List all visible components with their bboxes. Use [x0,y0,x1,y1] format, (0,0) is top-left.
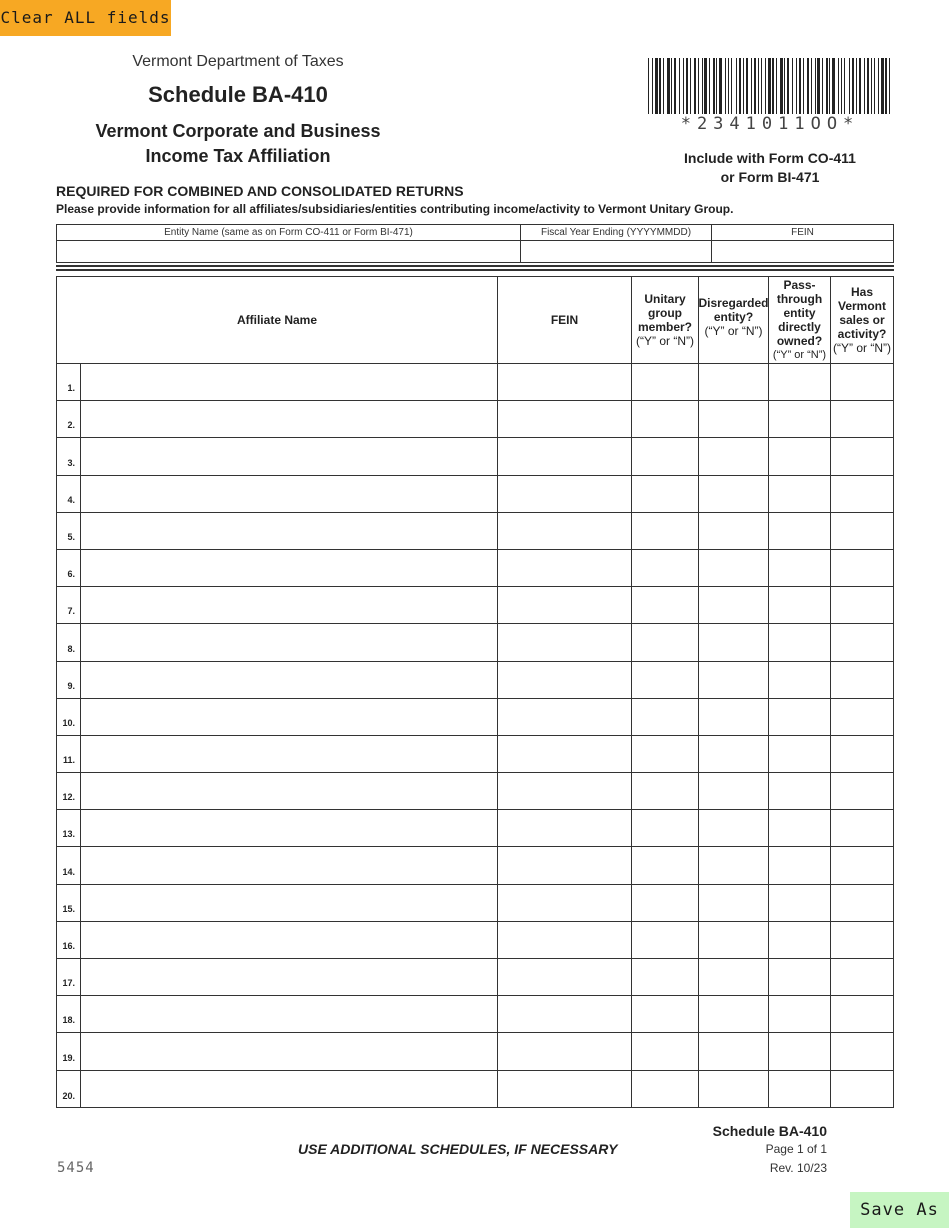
barcode-bar [663,58,664,114]
barcode-bar [826,58,828,114]
vermont-activity-field[interactable] [831,587,893,623]
footer-page: Page 1 of 1 [765,1142,827,1156]
affiliate-fein-field[interactable] [498,996,632,1032]
footer-schedule: Schedule BA-410 [712,1123,827,1139]
disregarded-entity-field[interactable] [699,847,769,883]
unitary-line: Unitary [644,292,686,306]
barcode-bar [751,58,752,114]
table-row [57,885,893,922]
barcode-bar [655,58,658,114]
barcode-bar [856,58,857,114]
barcode-bar [761,58,762,114]
barcode-bar [792,58,793,114]
table-row [57,662,893,699]
barcode-bar [683,58,684,114]
table-row [57,1071,893,1108]
row-number: 11. [57,736,81,772]
disregarded-entity-field[interactable] [699,401,769,437]
disregarded-entity-field[interactable] [699,513,769,549]
row-number: 9. [57,662,81,698]
disregarded-line: entity? [713,310,754,324]
pass-through-field[interactable] [769,847,831,883]
barcode-bar [728,58,729,114]
disregarded-line: Disregarded [698,296,769,310]
barcode-bar [716,58,717,114]
pass-through-field[interactable] [769,996,831,1032]
unitary-member-field[interactable] [632,699,699,735]
affiliate-fein-field[interactable] [498,922,632,958]
disregarded-entity-field[interactable] [699,1071,769,1108]
fiscal-year-label: Fiscal Year Ending (YYYYMMDD) [521,225,711,241]
barcode-bar [758,58,759,114]
pass-through-field[interactable] [769,959,831,995]
affiliate-fein-field[interactable] [498,1071,632,1108]
form-title-line-1: Vermont Corporate and Business [95,121,381,141]
form-code: 5454 [57,1160,95,1176]
vermont-line: Has [850,285,873,299]
required-heading: REQUIRED FOR COMBINED AND CONSOLIDATED RETURNS [56,183,464,199]
affiliate-fein-field[interactable] [498,773,632,809]
save-as-button[interactable]: Save As [850,1192,949,1228]
pass-through-field[interactable] [769,438,831,474]
affiliate-fein-field[interactable] [498,1033,632,1069]
row-number: 19. [57,1033,81,1069]
entity-fein-cell [712,225,893,262]
pass-through-field[interactable] [769,587,831,623]
affiliate-name-field[interactable] [81,587,498,623]
vermont-activity-field[interactable] [831,996,893,1032]
unitary-member-field[interactable] [632,996,699,1032]
yn-hint: (“Y” or “N”) [772,349,827,361]
instructions-text: Please provide information for all affiliates/subsidiaries/entities contributing income/activity to Vermont Unitary Group. [56,202,734,216]
unitary-member-field[interactable] [632,662,699,698]
row-number: 17. [57,959,81,995]
include-line-2: or Form BI-471 [720,169,820,185]
barcode-bar [719,58,722,114]
barcode-bar [776,58,777,114]
affiliate-name-field[interactable] [81,810,498,846]
barcode-bar [698,58,699,114]
disregarded-entity-field[interactable] [699,438,769,474]
affiliate-fein-field[interactable] [498,885,632,921]
pass-through-field[interactable] [769,513,831,549]
affiliate-fein-field[interactable] [498,959,632,995]
barcode-bar [667,58,670,114]
barcode-bar [765,58,766,114]
unitary-member-field[interactable] [632,587,699,623]
use-additional-note: USE ADDITIONAL SCHEDULES, IF NECESSARY [298,1141,618,1157]
disregarded-entity-field[interactable] [699,587,769,623]
row-number: 10. [57,699,81,735]
affiliates-table [56,276,894,1108]
row-number: 20. [57,1071,81,1108]
unitary-member-field[interactable] [632,513,699,549]
disregarded-entity-field[interactable] [699,885,769,921]
barcode-bar [864,58,865,114]
vermont-activity-field[interactable] [831,550,893,586]
unitary-member-field[interactable] [632,364,699,400]
unitary-member-field[interactable] [632,736,699,772]
pass-through-field[interactable] [769,773,831,809]
affiliate-fein-field[interactable] [498,624,632,660]
pass-through-header [769,277,831,363]
pass-through-line: directly [778,320,821,334]
unitary-member-field[interactable] [632,810,699,846]
entity-name-cell [57,225,521,262]
form-title-line-2: Income Tax Affiliation [145,146,331,166]
vermont-activity-field[interactable] [831,922,893,958]
barcode-bar [832,58,835,114]
barcode-bar [702,58,703,114]
table-row [57,773,893,810]
department-name: Vermont Department of Taxes [132,53,344,70]
affiliate-fein-field[interactable] [498,550,632,586]
barcode-number: *2341011OO* [680,114,860,134]
barcode-bar [799,58,801,114]
affiliate-name-field[interactable] [81,922,498,958]
divider-rule [56,269,894,271]
affiliate-name-field[interactable] [81,550,498,586]
affiliate-fein-field[interactable] [498,736,632,772]
barcode-bar [709,58,710,114]
affiliate-fein-field[interactable] [498,587,632,623]
barcode-bar [686,58,688,114]
row-number: 3. [57,438,81,474]
affiliate-fein-field[interactable] [498,401,632,437]
unitary-member-field[interactable] [632,1071,699,1108]
clear-all-fields-button[interactable]: Clear ALL fields [0,0,171,36]
affiliate-name-field[interactable] [81,1033,498,1069]
pass-through-field[interactable] [769,401,831,437]
table-row [57,699,893,736]
affiliate-name-field[interactable] [81,513,498,549]
affiliate-fein-field[interactable] [498,699,632,735]
pass-through-field[interactable] [769,885,831,921]
barcode-bar [817,58,820,114]
row-number: 1. [57,364,81,400]
row-number: 7. [57,587,81,623]
entity-name-label: Entity Name (same as on Form CO-411 or Form BI-471) [57,225,520,241]
disregarded-entity-field[interactable] [699,699,769,735]
entity-info-table [56,224,894,263]
barcode-bar [671,58,672,114]
pass-through-field[interactable] [769,476,831,512]
table-row [57,996,893,1033]
table-row [57,624,893,661]
vermont-activity-field[interactable] [831,1033,893,1069]
pass-through-field[interactable] [769,699,831,735]
barcode-bar [841,58,842,114]
affiliate-fein-field[interactable] [498,662,632,698]
barcode-bar [743,58,744,114]
barcode-bar [659,58,661,114]
disregarded-entity-header [699,277,769,363]
table-row [57,736,893,773]
pass-through-field[interactable] [769,624,831,660]
unitary-line: group [648,306,682,320]
disregarded-entity-field[interactable] [699,922,769,958]
barcode-bar [725,58,726,114]
table-row [57,922,893,959]
barcode-bar [768,58,771,114]
row-number: 15. [57,885,81,921]
table-row [57,513,893,550]
table-row [57,401,893,438]
vermont-line: activity? [837,327,887,341]
row-number: 8. [57,624,81,660]
barcode-bar [690,58,691,114]
affiliate-name-field[interactable] [81,996,498,1032]
barcode-bar [867,58,869,114]
unitary-member-field[interactable] [632,550,699,586]
barcode-bar [844,58,845,114]
barcode-bar [859,58,861,114]
disregarded-entity-field[interactable] [699,1033,769,1069]
pass-through-line: entity [783,306,816,320]
unitary-member-field[interactable] [632,959,699,995]
vermont-activity-field[interactable] [831,699,893,735]
unitary-member-field[interactable] [632,885,699,921]
barcode-bar [838,58,839,114]
table-row [57,847,893,884]
barcode-bar [739,58,741,114]
affiliate-name-header-text: Affiliate Name [236,313,318,327]
barcode-bar [815,58,816,114]
vermont-activity-header [831,277,893,363]
affiliate-name-field[interactable] [81,885,498,921]
disregarded-entity-field[interactable] [699,736,769,772]
pass-through-field[interactable] [769,1071,831,1108]
pass-through-line: through [776,292,823,306]
affiliate-name-field[interactable] [81,959,498,995]
vermont-activity-field[interactable] [831,401,893,437]
vermont-activity-field[interactable] [831,847,893,883]
disregarded-entity-field[interactable] [699,624,769,660]
pass-through-field[interactable] [769,736,831,772]
barcode-bar [787,58,789,114]
table-row [57,959,893,996]
vermont-activity-field[interactable] [831,438,893,474]
table-row [57,476,893,513]
vermont-activity-field[interactable] [831,810,893,846]
pass-through-field[interactable] [769,364,831,400]
table-row [57,587,893,624]
barcode-bar [881,58,884,114]
barcode-bar [829,58,830,114]
fiscal-year-cell [521,225,712,262]
barcode-bar [731,58,732,114]
barcode-bar [736,58,737,114]
affiliate-name-field[interactable] [81,699,498,735]
affiliate-fein-field[interactable] [498,513,632,549]
pass-through-field[interactable] [769,550,831,586]
barcode-bar [878,58,879,114]
disregarded-entity-field[interactable] [699,996,769,1032]
disregarded-entity-field[interactable] [699,364,769,400]
barcode-bar [803,58,804,114]
vermont-activity-field[interactable] [831,885,893,921]
barcode-bar [746,58,748,114]
affiliate-name-field[interactable] [81,1071,498,1108]
disregarded-entity-field[interactable] [699,662,769,698]
barcode [648,58,893,114]
barcode-bar [713,58,715,114]
unitary-member-field[interactable] [632,476,699,512]
row-number: 6. [57,550,81,586]
vermont-activity-field[interactable] [831,624,893,660]
affiliate-name-field[interactable] [81,438,498,474]
row-number: 18. [57,996,81,1032]
disregarded-entity-field[interactable] [699,810,769,846]
barcode-bar [852,58,854,114]
disregarded-entity-field[interactable] [699,550,769,586]
table-row [57,438,893,475]
vermont-activity-field[interactable] [831,959,893,995]
include-line-1: Include with Form CO-411 [684,150,856,166]
table-row [57,364,893,401]
yn-hint: (“Y” or “N”) [636,334,694,348]
barcode-bar [652,58,653,114]
affiliate-name-field[interactable] [81,401,498,437]
vermont-activity-field[interactable] [831,736,893,772]
yn-hint: (“Y” or “N”) [704,324,763,338]
unitary-member-field[interactable] [632,438,699,474]
affiliate-fein-field[interactable] [498,438,632,474]
affiliate-name-header [57,277,498,363]
barcode-bar [889,58,890,114]
barcode-bar [704,58,707,114]
fein-header-text: FEIN [550,313,579,327]
barcode-bar [885,58,887,114]
fein-header [498,277,632,363]
table-row [57,810,893,847]
barcode-bar [874,58,875,114]
barcode-bar [811,58,812,114]
pass-through-field[interactable] [769,922,831,958]
barcode-bar [871,58,872,114]
affiliates-table-body [57,364,893,1108]
vermont-line: sales or [839,313,885,327]
schedule-title: Schedule BA-410 [148,82,328,107]
vermont-activity-field[interactable] [831,513,893,549]
vermont-activity-field[interactable] [831,773,893,809]
row-number: 14. [57,847,81,883]
affiliate-name-field[interactable] [81,736,498,772]
include-with-note [655,149,885,187]
row-number: 13. [57,810,81,846]
row-number: 16. [57,922,81,958]
barcode-bar [807,58,809,114]
barcode-bar [772,58,774,114]
vermont-activity-field[interactable] [831,662,893,698]
table-row [57,1033,893,1070]
row-number: 5. [57,513,81,549]
table-row [57,550,893,587]
vermont-activity-field[interactable] [831,476,893,512]
barcode-bar [674,58,676,114]
pass-through-line: owned? [776,334,823,348]
affiliate-fein-field[interactable] [498,847,632,883]
pass-through-field[interactable] [769,1033,831,1069]
disregarded-entity-field[interactable] [699,476,769,512]
pass-through-line: Pass- [783,278,816,292]
unitary-member-field[interactable] [632,401,699,437]
fiscal-year-field[interactable] [521,241,711,263]
vermont-activity-field[interactable] [831,364,893,400]
divider-rule [56,265,894,267]
barcode-bar [648,58,649,114]
affiliate-name-field[interactable] [81,662,498,698]
affiliate-name-field[interactable] [81,364,498,400]
affiliates-table-header [57,277,893,364]
unitary-member-field[interactable] [632,847,699,883]
barcode-bar [780,58,783,114]
vermont-line: Vermont [837,299,886,313]
barcode-bar [849,58,850,114]
unitary-member-header [632,277,699,363]
unitary-member-field[interactable] [632,1033,699,1069]
form-title [70,119,406,169]
barcode-bar [784,58,785,114]
row-number: 4. [57,476,81,512]
entity-fein-label: FEIN [712,225,893,241]
affiliate-fein-field[interactable] [498,364,632,400]
vermont-activity-field[interactable] [831,1071,893,1108]
affiliate-name-field[interactable] [81,476,498,512]
barcode-bar [822,58,823,114]
yn-hint: (“Y” or “N”) [833,341,891,355]
affiliate-fein-field[interactable] [498,810,632,846]
affiliate-name-field[interactable] [81,847,498,883]
barcode-bar [796,58,797,114]
pass-through-field[interactable] [769,810,831,846]
unitary-member-field[interactable] [632,922,699,958]
barcode-bar [679,58,680,114]
unitary-member-field[interactable] [632,624,699,660]
barcode-bar [754,58,756,114]
unitary-line: member? [637,320,693,334]
footer-revision: Rev. 10/23 [769,1161,827,1175]
row-number: 2. [57,401,81,437]
affiliate-fein-field[interactable] [498,476,632,512]
row-number: 12. [57,773,81,809]
disregarded-entity-field[interactable] [699,959,769,995]
pass-through-field[interactable] [769,662,831,698]
barcode-bar [694,58,696,114]
entity-name-field[interactable] [57,241,520,263]
unitary-member-field[interactable] [632,773,699,809]
affiliate-name-field[interactable] [81,773,498,809]
affiliate-name-field[interactable] [81,624,498,660]
disregarded-entity-field[interactable] [699,773,769,809]
entity-fein-field[interactable] [712,241,893,263]
